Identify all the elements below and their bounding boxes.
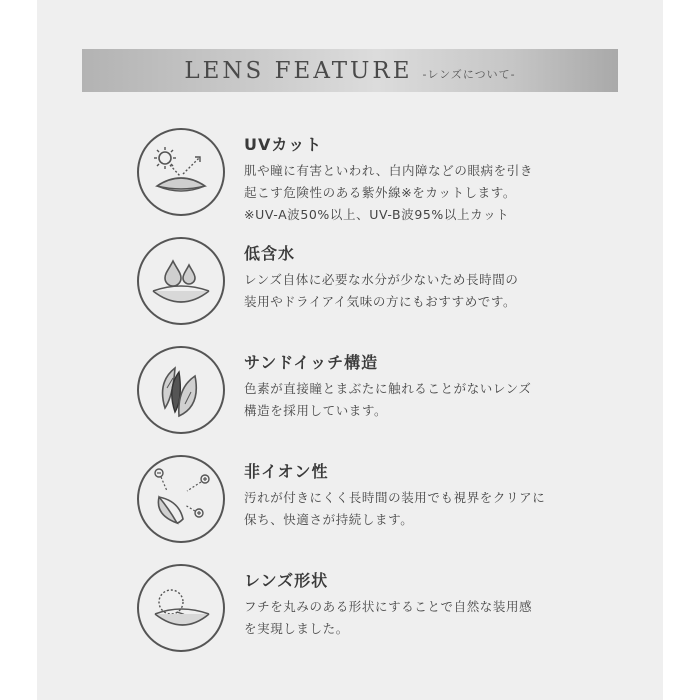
page-title: LENS FEATURE: [184, 57, 413, 84]
feature-desc-line: 色素が直接瞳とまぶたに触れることがないレンズ: [244, 381, 532, 396]
feature-description: [244, 487, 574, 531]
feature-desc-line: を実現しました。: [244, 621, 349, 636]
feature-desc-line: 汚れが付きにくく長時間の装用でも視界をクリアに: [244, 490, 546, 505]
feature-lens-shape: [137, 564, 577, 660]
feature-description: [244, 160, 574, 226]
feature-desc-line: 構造を採用しています。: [244, 403, 388, 418]
feature-non-ionic: [137, 455, 577, 551]
feature-desc-line: フチを丸みのある形状にすることで自然な装用感: [244, 599, 533, 614]
feature-description: [244, 596, 574, 640]
feature-low-water: [137, 237, 577, 333]
feature-description: [244, 269, 574, 313]
feature-title: サンドイッチ構造: [244, 353, 379, 372]
header-banner: [82, 49, 618, 92]
uv-cut-icon: [137, 128, 225, 216]
page-subtitle: -レンズについて-: [422, 67, 516, 81]
feature-description: [244, 378, 574, 422]
feature-desc-line: ※UV-A波50%以上、UV-B波95%以上カット: [244, 207, 510, 222]
low-water-icon: [137, 237, 225, 325]
feature-desc-line: 装用やドライアイ気味の方にもおすすめです。: [244, 294, 517, 309]
feature-desc-line: レンズ自体に必要な水分が少ないため長時間の: [244, 272, 519, 287]
lens-shape-icon: [137, 564, 225, 652]
feature-title: レンズ形状: [244, 571, 329, 590]
sandwich-icon: [137, 346, 225, 434]
feature-desc-line: 起こす危険性のある紫外線※をカットします。: [244, 185, 516, 200]
feature-desc-line: 肌や瞳に有害といわれ、白内障などの眼病を引き: [244, 163, 533, 178]
feature-uv-cut: [137, 128, 577, 224]
feature-sandwich: [137, 346, 577, 442]
feature-title: UVカット: [244, 135, 323, 154]
feature-title: 非イオン性: [244, 462, 329, 481]
non-ionic-icon: [137, 455, 225, 543]
feature-desc-line: 保ち、快適さが持続します。: [244, 512, 414, 527]
feature-title: 低含水: [244, 244, 296, 263]
